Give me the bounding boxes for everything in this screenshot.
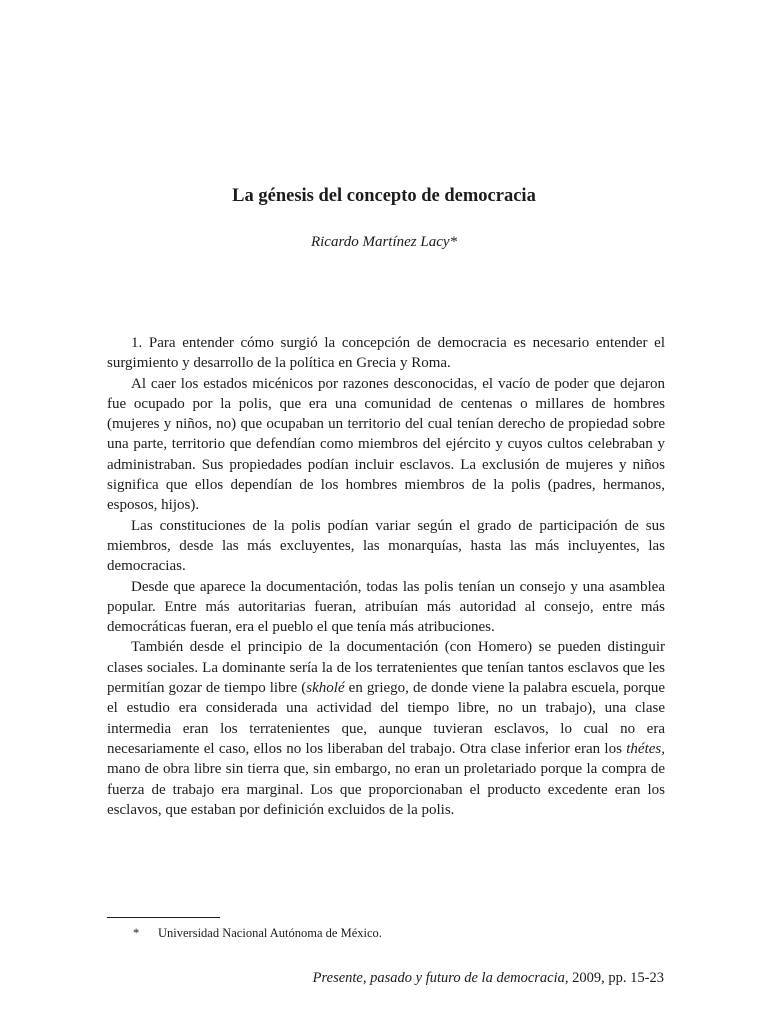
footnote-text: Universidad Nacional Autónoma de México. [158, 926, 382, 940]
term-skhole: skholé [306, 680, 345, 697]
paragraph-5-text-c: , mano de obra libre sin tierra que, sin embargo, no eran un proletariado porque la compra de fuerza de trabajo era marginal. Los que proporcionaban el producto excedente eran los esclavos, que estaban por definición excluidos de la polis. [107, 740, 665, 818]
paragraph-2: Al caer los estados micénicos por razones desconocidas, el vacío de poder que dejaron fue ocupado por la polis, que era una comunidad de centenas o millares de hombres (mujeres y niños, no) que ocupaban un territorio del cual tenían derecho de propiedad sobre una parte, territorio que defendían como miembros del ejército y cuyos cultos celebraban y administraban. Sus propiedades podían incluir esclavos. La exclusión de mujeres y niños significa que ellos dependían de los hombres miembros de la polis (padres, hermanos, esposos, hijos). [107, 375, 665, 514]
paragraph-5 [107, 637, 665, 820]
paragraph-3: Las constituciones de la polis podían variar según el grado de participación de sus miembros, desde las más excluyentes, las monarquías, hasta las más incluyentes, las democracias. [107, 517, 665, 575]
term-thetes: thétes [626, 740, 662, 757]
paragraph-5-text-a: También desde el principio de la documentación (con Homero) se pueden distinguir clases sociales. La dominante sería la de los terratenientes que tenían tantos esclavos que les permitían gozar de tiempo libre ( [107, 639, 665, 697]
page-citation [313, 970, 664, 987]
footnote [133, 926, 382, 941]
paragraph-4: Desde que aparece la documentación, todas las polis tenían un consejo y una asamblea popular. Entre más autoritarias fueran, atribuían más autoridad al consejo, entre más democráticas fueran, era el pueblo el que tenía más atribuciones. [107, 578, 665, 636]
paragraph-1: 1. Para entender cómo surgió la concepción de democracia es necesario entender el surgimiento y desarrollo de la política en Grecia y Roma. [107, 335, 665, 372]
article-title: La génesis del concepto de democracia [232, 186, 536, 206]
footnote-divider [107, 917, 220, 918]
citation-book-title: Presente, pasado y futuro de la democracia, [312, 970, 569, 986]
paragraph-5-text-b: en griego, de donde viene la palabra escuela, porque el estudio era considerada una actividad del tiempo libre, no un trabajo), una clase intermedia eran los terratenientes que, aunque tuvieran esclavos, lo cual no era necesariamente el caso, ellos no los liberaban del trabajo. Otra clase inferior eran los [107, 680, 666, 757]
article-body [107, 333, 665, 820]
author-name: Ricardo Martínez Lacy* [310, 234, 458, 250]
footnote-mark: * [133, 926, 140, 940]
citation-details: 2009, pp. 15-23 [568, 970, 664, 986]
